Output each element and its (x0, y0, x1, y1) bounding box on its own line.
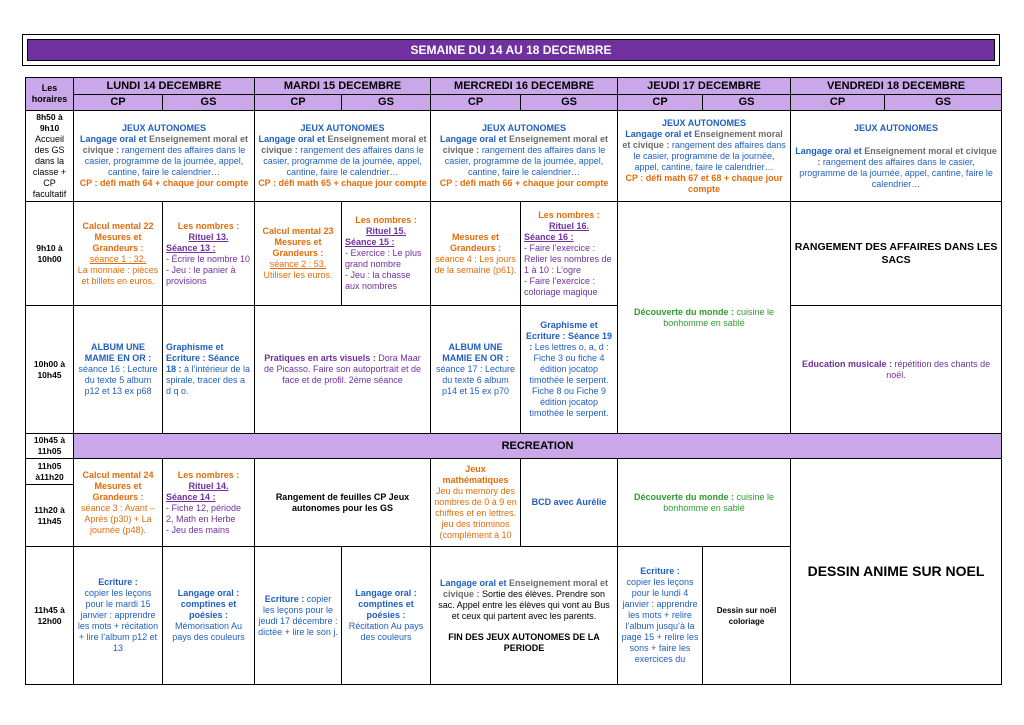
tuesday-cp-ecriture: Ecriture : copier les leçons pour le jeudi 17 décembre : dictée + lire le son j. (255, 547, 342, 685)
day-header-monday: LUNDI 14 DECEMBRE (74, 78, 255, 95)
page-title: SEMAINE DU 14 AU 18 DECEMBRE (27, 39, 995, 61)
cp-header: CP (791, 95, 885, 111)
friday-dessin-anime: DESSIN ANIME SUR NOEL (791, 459, 1002, 685)
time-cell: 9h10 à 10h00 (26, 202, 74, 306)
wednesday-gs-graphisme: Graphisme et Ecriture : Séance 19 : Les lettres o, a, d : Fiche 3 ou fiche 4 édition jocatop timothée le serpent. Fiche 8 ou Fiche 9 édition jocatop timothée le serpent. (521, 306, 618, 434)
day-header-tuesday: MARDI 15 DECEMBRE (255, 78, 431, 95)
thursday-decouverte-2: Découverte du monde : cuisine le bonhomme en sablé (618, 459, 791, 547)
monday-cp-ecriture: Ecriture : copier les leçons pour le mardi 15 janvier : apprendre les mots + récitation + lire l’album p12 et 13 (74, 547, 163, 685)
gs-header: GS (342, 95, 431, 111)
title-frame (22, 34, 1000, 66)
time-cell: 11h20 à 11h45 (26, 485, 74, 547)
gs-header: GS (521, 95, 618, 111)
wednesday-cp-album: ALBUM UNE MAMIE EN OR : séance 17 : Lecture du texte 6 album p14 et 15 ex p70 (431, 306, 521, 434)
monday-cp-math-2: Calcul mental 24 Mesures et Grandeurs : séance 3 : Avant – Après (p30) + La journée (p48). (74, 459, 163, 547)
horaires-header: Les horaires (26, 78, 74, 111)
wednesday-langage-emc: Langage oral et Enseignement moral et civique : Sortie des élèves. Prendre son sac. Appel entre les élèves qui vont au Bus et ceux qui partent avec les parents. FIN DES JEUX AUTONOMES DE LA PERIODE (431, 547, 618, 685)
day-header-wednesday: MERCREDI 16 DECEMBRE (431, 78, 618, 95)
thursday-decouverte: Découverte du monde : cuisine le bonhomme en sablé (618, 202, 791, 434)
wednesday-jeux-math: Jeux mathématiques Jeu du memory des nombres de 0 à 9 en chiffres et en lettres. jeu des triominos (complément à 10 (431, 459, 521, 547)
time-cell: 10h00 à 10h45 (26, 306, 74, 434)
wednesday-cp-math: Mesures et Grandeurs : séance 4 : Les jours de la semaine (p61). (431, 202, 521, 306)
accueil-tuesday: JEUX AUTONOMES Langage oral et Enseignement moral et civique : rangement des affaires dans le casier, programme de la journée, appel, cantine, faire le calendrier… CP : défi math 65 + chaque jour compte (255, 111, 431, 202)
thursday-gs-dessin: Dessin sur noël coloriage (703, 547, 791, 685)
monday-gs-math-2: Les nombres : Rituel 14. Séance 14 : - Fiche 12, période 2, Math en Herbe - Jeu des mains (163, 459, 255, 547)
schedule-table (25, 77, 1002, 685)
wednesday-bcd: BCD avec Aurélie (521, 459, 618, 547)
day-header-thursday: JEUDI 17 DECEMBRE (618, 78, 791, 95)
tuesday-gs-langage: Langage oral : comptines et poésies : Récitation Au pays des couleurs (342, 547, 431, 685)
accueil-monday: JEUX AUTONOMES Langage oral et Enseignement moral et civique : rangement des affaires dans le casier, programme de la journée, appel, cantine, faire le calendrier… CP : défi math 64 + chaque jour compte (74, 111, 255, 202)
monday-gs-math: Les nombres : Rituel 13. Séance 13 : - Écrire le nombre 10 - Jeu : le panier à provisions (163, 202, 255, 306)
time-cell: 8h50 à 9h10 Accueil des GS dans la classe + CP facultatif (26, 111, 74, 202)
friday-rangement: RANGEMENT DES AFFAIRES DANS LES SACS (791, 202, 1002, 306)
cp-header: CP (255, 95, 342, 111)
gs-header: GS (163, 95, 255, 111)
day-header-friday: VENDREDI 18 DECEMBRE (791, 78, 1002, 95)
tuesday-gs-math: Les nombres : Rituel 15. Séance 15 : - Exercice : Le plus grand nombre - Jeu : la chasse aux nombres (342, 202, 431, 306)
tuesday-cp-math: Calcul mental 23 Mesures et Grandeurs : séance 2 : 53. Utiliser les euros. (255, 202, 342, 306)
cp-header: CP (431, 95, 521, 111)
recreation-bar: RECREATION (74, 434, 1002, 459)
tuesday-rangement-feuilles: Rangement de feuilles CP Jeux autonomes pour les GS (255, 459, 431, 547)
gs-header: GS (885, 95, 1002, 111)
monday-gs-langage: Langage oral : comptines et poésies : Mémorisation Au pays des couleurs (163, 547, 255, 685)
accueil-wednesday: JEUX AUTONOMES Langage oral et Enseignement moral et civique : rangement des affaires dans le casier, programme de la journée, appel, cantine, faire le calendrier… CP : défi math 66 + chaque jour compte (431, 111, 618, 202)
accueil-thursday: JEUX AUTONOMES Langage oral et Enseignement moral et civique : rangement des affaires dans le casier, programme de la journée, appel, cantine, faire le calendrier… CP : défi math 67 et 68 + chaque jour compte (618, 111, 791, 202)
monday-cp-math: Calcul mental 22 Mesures et Grandeurs : séance 1 : 32. La monnaie : pièces et billets en euros. (74, 202, 163, 306)
gs-header: GS (703, 95, 791, 111)
time-cell: 10h45 à 11h05 (26, 434, 74, 459)
accueil-friday: JEUX AUTONOMES Langage oral et Enseignement moral et civique : rangement des affaires dans le casier, programme de la journée, appel, cantine, faire le calendrier… (791, 111, 1002, 202)
friday-education-musicale: Education musicale : répétition des chants de noël. (791, 306, 1002, 434)
monday-cp-album: ALBUM UNE MAMIE EN OR : séance 16 : Lecture du texte 5 album p12 et 13 ex p68 (74, 306, 163, 434)
cp-header: CP (74, 95, 163, 111)
cp-header: CP (618, 95, 703, 111)
time-cell: 11h05 à11h20 (26, 459, 74, 485)
time-cell: 11h45 à 12h00 (26, 547, 74, 685)
thursday-cp-ecriture: Ecriture : copier les leçons pour le lundi 4 janvier : apprendre les mots + relire l’album jusqu’à la page 15 + relire les sons + faire les exercices du (618, 547, 703, 685)
tuesday-arts-visuels: Pratiques en arts visuels : Dora Maar de Picasso. Faire son autoportrait et de face et de profil. 2ème séance (255, 306, 431, 434)
wednesday-gs-math: Les nombres : Rituel 16. Séance 16 : - Faire l’exercice : Relier les nombres de 1 à 10 : L’ogre - Faire l’exercice : coloriage magique (521, 202, 618, 306)
monday-gs-graphisme: Graphisme et Ecriture : Séance 18 : à l’intérieur de la spirale, tracer des a d q o. (163, 306, 255, 434)
